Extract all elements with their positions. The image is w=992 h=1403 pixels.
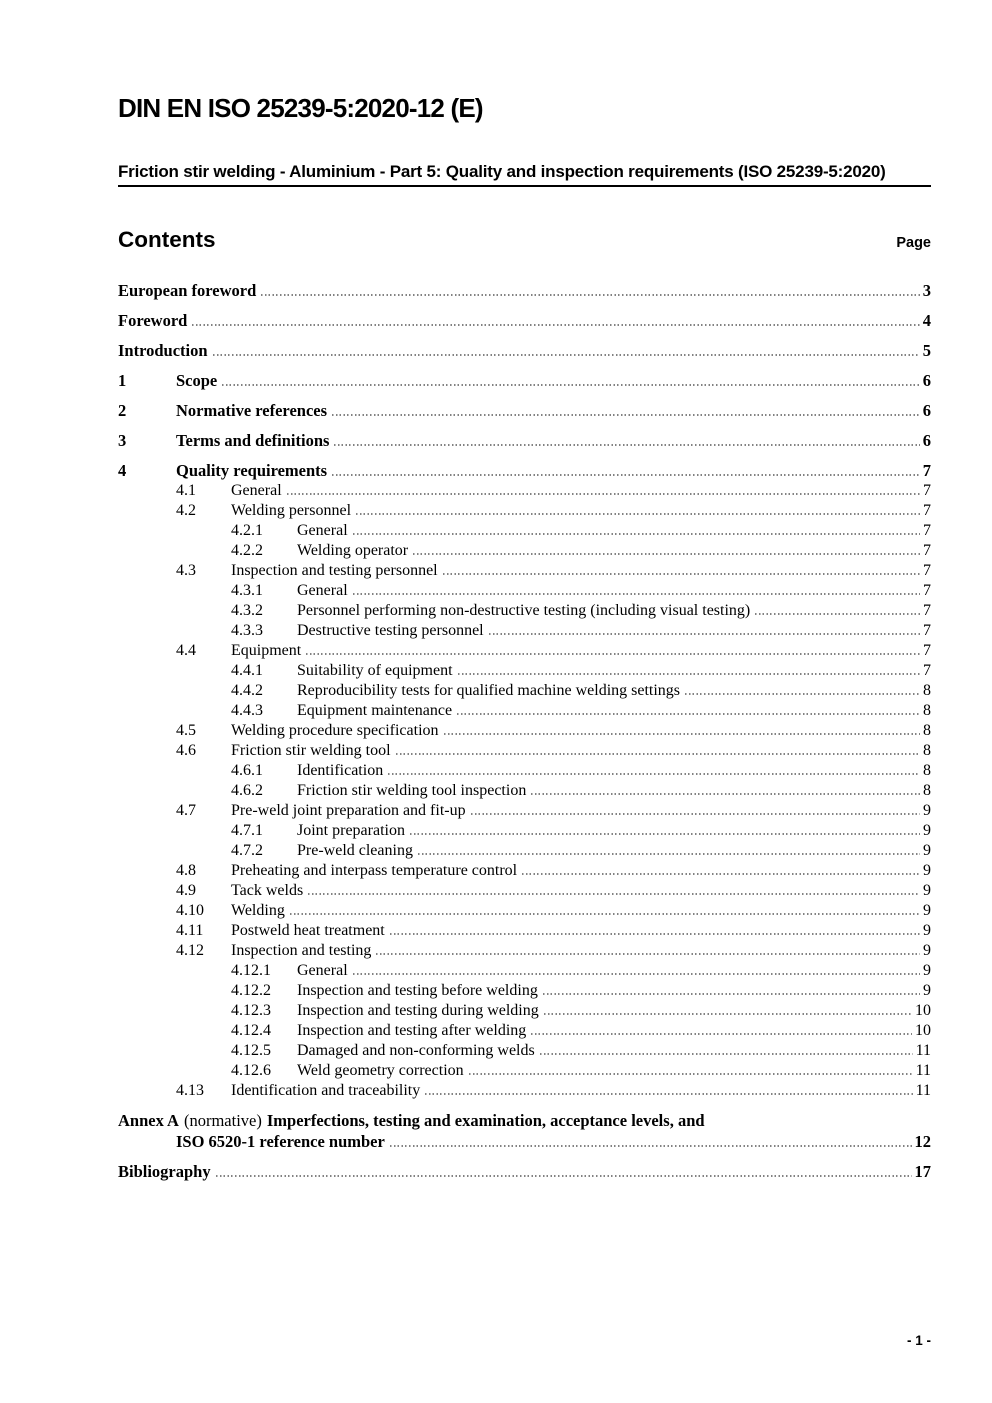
dot-leader [444, 733, 920, 735]
dot-leader [458, 673, 920, 675]
toc-entry-title: Pre-weld joint preparation and fit-up [231, 802, 466, 819]
dot-leader [471, 813, 920, 815]
toc-entry-title: Damaged and non-conforming welds [297, 1042, 535, 1059]
toc-entry-title: ISO 6520-1 reference number [176, 1132, 385, 1151]
dot-leader [443, 573, 920, 575]
toc-entry [118, 721, 931, 741]
toc-entry-page: 7 [922, 461, 931, 480]
toc-entry [118, 460, 931, 481]
dot-leader [222, 384, 920, 386]
dot-leader [290, 913, 920, 915]
dot-leader [543, 993, 920, 995]
toc-entry [118, 661, 931, 681]
dot-leader [540, 1053, 913, 1055]
toc-entry-page: 12 [914, 1132, 931, 1151]
toc-entry-title: Terms and definitions [176, 431, 330, 450]
toc-entry-page: 11 [915, 1042, 931, 1059]
toc-entry [118, 901, 931, 921]
toc-entry-page: 6 [922, 431, 931, 450]
toc-entry-page: 8 [923, 722, 931, 739]
dot-leader [489, 633, 920, 635]
toc-entry-number: 4.1 [176, 482, 196, 499]
dot-leader [353, 533, 920, 535]
toc-entry-page: 9 [923, 982, 931, 999]
toc-entry-number: 4.3 [176, 562, 196, 579]
toc-entry [118, 370, 931, 391]
dot-leader [287, 493, 920, 495]
toc-entry-page: 7 [923, 662, 931, 679]
toc-entry-page: 7 [923, 562, 931, 579]
toc-entry-title: Identification and traceability [231, 1082, 421, 1099]
document-title: Friction stir welding - Aluminium - Part 5: Quality and inspection requirements (ISO 25239-5:2020) [118, 162, 886, 181]
toc-entry [118, 501, 931, 521]
toc-entry-page: 9 [923, 942, 931, 959]
toc-entry-title: Foreword [118, 311, 188, 330]
annex-qualifier: (normative) [183, 1111, 262, 1130]
toc-entry-page: 6 [922, 401, 931, 420]
toc-entry-number: 4.12.5 [231, 1042, 271, 1059]
toc-entry-title: Reproducibility tests for qualified machine welding settings [297, 682, 681, 699]
toc-entry-page: 11 [915, 1062, 931, 1079]
toc-entry-number: 4.4.1 [231, 662, 263, 679]
toc-entry-title: Weld geometry correction [297, 1062, 464, 1079]
toc-entry-title: Inspection and testing during welding [297, 1002, 539, 1019]
toc-entry-number: 4.7.2 [231, 842, 263, 859]
toc-entry [118, 561, 931, 581]
toc-list [118, 280, 931, 1182]
toc-entry-page: 8 [923, 742, 931, 759]
dot-leader [410, 833, 920, 835]
dot-leader [425, 1093, 912, 1095]
toc-entry-title: Inspection and testing before welding [297, 982, 538, 999]
toc-entry-annex [118, 1110, 931, 1152]
toc-entry-page: 4 [922, 311, 931, 330]
toc-entry-number: 4.12.3 [231, 1002, 271, 1019]
toc-entry-page: 9 [923, 862, 931, 879]
annex-continuation-line [118, 1131, 931, 1152]
toc-entry-title: Welding personnel [231, 502, 352, 519]
toc-entry-number: 4.2 [176, 502, 196, 519]
toc-entry-number: 4.4.3 [231, 702, 263, 719]
toc-entry-title: Postweld heat treatment [231, 922, 385, 939]
toc-entry-title: Inspection and testing [231, 942, 372, 959]
toc-entry-number: 4.6 [176, 742, 196, 759]
toc-entry-title: Friction stir welding tool inspection [297, 782, 527, 799]
dot-leader [334, 444, 919, 446]
toc-entry [118, 681, 931, 701]
toc-entry-page: 10 [915, 1022, 931, 1039]
dot-leader [388, 773, 920, 775]
toc-entry [118, 881, 931, 901]
toc-entry-page: 7 [923, 542, 931, 559]
toc-entry [118, 861, 931, 881]
toc-entry-page: 11 [915, 1082, 931, 1099]
toc-entry-number: 4 [118, 461, 127, 480]
toc-entry-number: 4.4.2 [231, 682, 263, 699]
footer-page-number: - 1 - [906, 1333, 931, 1348]
dot-leader [685, 693, 920, 695]
toc-entry-title: General [297, 962, 348, 979]
annex-label: Annex A [118, 1111, 179, 1130]
toc-entry-title: Quality requirements [176, 461, 328, 480]
toc-entry [118, 761, 931, 781]
toc-entry [118, 981, 931, 1001]
toc-entry-number: 4.6.2 [231, 782, 263, 799]
toc-entry-page: 7 [923, 502, 931, 519]
toc-entry-page: 7 [923, 642, 931, 659]
toc-entry-page: 7 [923, 482, 931, 499]
toc-entry-title: General [297, 522, 348, 539]
toc-entry-title: Friction stir welding tool [231, 742, 391, 759]
toc-entry-page: 10 [915, 1002, 931, 1019]
toc-entry [118, 1161, 931, 1182]
toc-entry-number: 4.7 [176, 802, 196, 819]
toc-entry-page: 9 [923, 802, 931, 819]
toc-entry-number: 4.10 [176, 902, 204, 919]
contents-header-row [118, 226, 931, 254]
dot-leader [390, 933, 920, 935]
annex-title: Imperfections, testing and examination, acceptance levels, and [266, 1111, 705, 1130]
dot-leader [332, 414, 920, 416]
toc-entry [118, 621, 931, 641]
toc-entry-page: 5 [922, 341, 931, 360]
toc-entry-number: 4.7.1 [231, 822, 263, 839]
toc-entry-title: Inspection and testing after welding [297, 1022, 527, 1039]
dot-leader [353, 973, 920, 975]
toc-entry-title: Identification [297, 762, 384, 779]
toc-entry-page: 7 [923, 522, 931, 539]
toc-entry [118, 941, 931, 961]
toc-entry-title: General [231, 482, 282, 499]
toc-entry-title: Equipment maintenance [297, 702, 453, 719]
toc-entry-number: 1 [118, 371, 127, 390]
document-number: DIN EN ISO 25239-5:2020-12 (E) [118, 93, 483, 123]
toc-entry [118, 821, 931, 841]
toc-entry [118, 921, 931, 941]
toc-entry-page: 8 [923, 702, 931, 719]
toc-entry-number: 4.3.3 [231, 622, 263, 639]
toc-entry-page: 7 [923, 622, 931, 639]
toc-entry [118, 601, 931, 621]
toc-entry-title: Scope [176, 371, 218, 390]
toc-entry-number: 4.2.1 [231, 522, 263, 539]
dot-leader [469, 1073, 913, 1075]
toc-entry-title: Introduction [118, 341, 208, 360]
toc-entry [118, 581, 931, 601]
dot-leader [544, 1013, 912, 1015]
toc-entry [118, 741, 931, 761]
toc-entry [118, 801, 931, 821]
toc-entry-page: 9 [923, 842, 931, 859]
toc-entry-number: 4.12.1 [231, 962, 271, 979]
toc-entry-number: 4.12.2 [231, 982, 271, 999]
annex-title-line [118, 1110, 931, 1131]
dot-leader [332, 474, 920, 476]
toc-entry-title: Personnel performing non-destructive testing (including visual testing) [297, 602, 751, 619]
toc-entry-title: Pre-weld cleaning [297, 842, 413, 859]
title-rule [118, 185, 931, 187]
dot-leader [216, 1175, 912, 1177]
dot-leader [306, 653, 920, 655]
dot-leader [353, 593, 920, 595]
dot-leader [213, 354, 920, 356]
toc-entry-page: 8 [923, 682, 931, 699]
toc-entry-page: 8 [923, 782, 931, 799]
toc-entry [118, 781, 931, 801]
toc-entry-page: 8 [923, 762, 931, 779]
toc-entry [118, 841, 931, 861]
dot-leader [755, 613, 920, 615]
page-column-label: Page [896, 235, 931, 251]
toc-entry-title: Preheating and interpass temperature control [231, 862, 518, 879]
toc-entry-title: Equipment [231, 642, 302, 659]
dot-leader [418, 853, 920, 855]
page-content [118, 0, 931, 1182]
dot-leader [308, 893, 920, 895]
dot-leader [522, 873, 920, 875]
toc-entry [118, 701, 931, 721]
dot-leader [356, 513, 920, 515]
toc-entry-number: 4.9 [176, 882, 196, 899]
toc-entry-title: Welding procedure specification [231, 722, 439, 739]
toc-entry-number: 4.12 [176, 942, 204, 959]
toc-entry-title: Tack welds [231, 882, 304, 899]
dot-leader [531, 1033, 912, 1035]
toc-entry-title: Normative references [176, 401, 328, 420]
toc-entry-number: 4.8 [176, 862, 196, 879]
toc-entry [118, 521, 931, 541]
dot-leader [261, 294, 919, 296]
toc-entry-title: Welding [231, 902, 285, 919]
toc-entry [118, 400, 931, 421]
toc-entry-number: 4.3.2 [231, 602, 263, 619]
dot-leader [457, 713, 920, 715]
toc-entry-title: Welding operator [297, 542, 409, 559]
toc-entry-title: Bibliography [118, 1162, 211, 1181]
dot-leader [413, 553, 920, 555]
toc-entry-title: Destructive testing personnel [297, 622, 484, 639]
toc-entry-page: 9 [923, 962, 931, 979]
toc-entry-number: 4.13 [176, 1082, 204, 1099]
toc-entry-page: 17 [914, 1162, 931, 1181]
toc-entry-page: 7 [923, 602, 931, 619]
toc-entry [118, 1061, 931, 1081]
toc-entry-title: European foreword [118, 281, 257, 300]
toc-entry [118, 1001, 931, 1021]
dot-leader [396, 753, 920, 755]
toc-entry [118, 340, 931, 361]
toc-entry [118, 310, 931, 331]
toc-entry-title: Inspection and testing personnel [231, 562, 438, 579]
toc-entry-number: 2 [118, 401, 127, 420]
toc-entry-title: General [297, 582, 348, 599]
toc-entry [118, 641, 931, 661]
toc-entry [118, 280, 931, 301]
toc-entry-number: 4.5 [176, 722, 196, 739]
toc-entry-number: 4.3.1 [231, 582, 263, 599]
toc-entry-page: 9 [923, 822, 931, 839]
dot-leader [192, 324, 919, 326]
toc-entry [118, 1081, 931, 1101]
toc-entry-page: 9 [923, 922, 931, 939]
toc-entry-number: 4.12.6 [231, 1062, 271, 1079]
toc-entry-number: 4.4 [176, 642, 196, 659]
toc-entry-page: 6 [922, 371, 931, 390]
toc-entry-title: Suitability of equipment [297, 662, 453, 679]
dot-leader [376, 953, 920, 955]
contents-heading: Contents [118, 227, 216, 252]
toc-entry [118, 541, 931, 561]
toc-entry-page: 3 [922, 281, 931, 300]
toc-entry-page: 9 [923, 882, 931, 899]
toc-entry-number: 4.2.2 [231, 542, 263, 559]
toc-entry-number: 3 [118, 431, 127, 450]
toc-entry-number: 4.6.1 [231, 762, 263, 779]
toc-entry [118, 1041, 931, 1061]
toc-entry-page: 9 [923, 902, 931, 919]
toc-entry [118, 1021, 931, 1041]
toc-entry [118, 961, 931, 981]
toc-entry-number: 4.12.4 [231, 1022, 271, 1039]
toc-entry-title: Joint preparation [297, 822, 405, 839]
dot-leader [390, 1145, 912, 1147]
toc-entry [118, 481, 931, 501]
toc-entry-page: 7 [923, 582, 931, 599]
dot-leader [531, 793, 920, 795]
toc-entry-number: 4.11 [176, 922, 204, 939]
toc-entry [118, 430, 931, 451]
